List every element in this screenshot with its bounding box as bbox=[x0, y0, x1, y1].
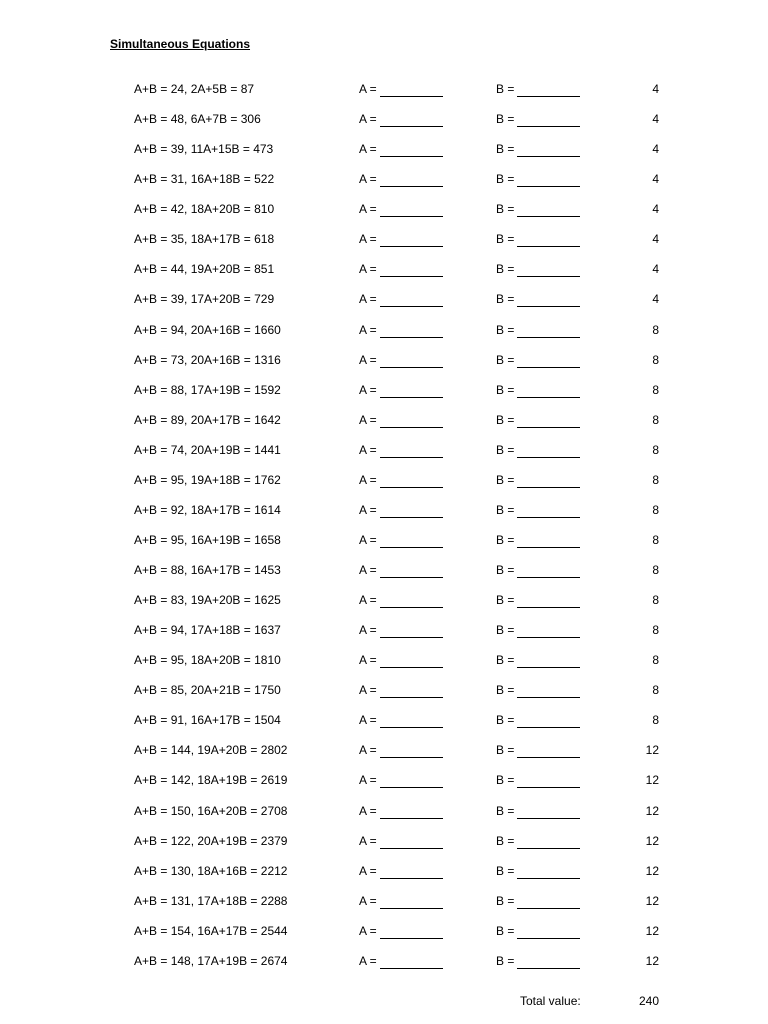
answer-a-label: A = bbox=[359, 623, 377, 638]
answer-b-label: B = bbox=[496, 142, 515, 157]
answer-a-label: A = bbox=[359, 292, 377, 307]
equation-text: A+B = 95, 16A+19B = 1658 bbox=[134, 532, 281, 547]
point-value: 4 bbox=[652, 232, 659, 247]
equation-row bbox=[0, 472, 768, 502]
equation-row bbox=[0, 652, 768, 682]
answer-a-blank[interactable] bbox=[380, 126, 443, 127]
equation-row bbox=[0, 201, 768, 231]
answer-b-blank[interactable] bbox=[517, 367, 580, 368]
equation-row bbox=[0, 412, 768, 442]
equation-text: A+B = 131, 17A+18B = 2288 bbox=[134, 893, 288, 908]
answer-b-blank[interactable] bbox=[517, 757, 580, 758]
equation-text: A+B = 88, 17A+19B = 1592 bbox=[134, 382, 281, 397]
answer-a-label: A = bbox=[359, 412, 377, 427]
answer-b-label: B = bbox=[496, 893, 515, 908]
point-value: 8 bbox=[652, 593, 659, 608]
answer-a-blank[interactable] bbox=[380, 276, 443, 277]
answer-b-label: B = bbox=[496, 442, 515, 457]
equation-text: A+B = 85, 20A+21B = 1750 bbox=[134, 683, 281, 698]
equation-text: A+B = 142, 18A+19B = 2619 bbox=[134, 773, 288, 788]
answer-b-blank[interactable] bbox=[517, 246, 580, 247]
answer-a-blank[interactable] bbox=[380, 787, 443, 788]
answer-b-blank[interactable] bbox=[517, 457, 580, 458]
answer-a-blank[interactable] bbox=[380, 697, 443, 698]
equation-row bbox=[0, 923, 768, 953]
answer-b-blank[interactable] bbox=[517, 276, 580, 277]
answer-b-blank[interactable] bbox=[517, 397, 580, 398]
equation-row bbox=[0, 322, 768, 352]
answer-a-label: A = bbox=[359, 352, 377, 367]
equation-row bbox=[0, 111, 768, 141]
answer-a-blank[interactable] bbox=[380, 607, 443, 608]
answer-a-label: A = bbox=[359, 713, 377, 728]
equation-text: A+B = 92, 18A+17B = 1614 bbox=[134, 502, 281, 517]
point-value: 12 bbox=[645, 833, 659, 848]
equation-row bbox=[0, 833, 768, 863]
answer-a-label: A = bbox=[359, 142, 377, 157]
answer-a-blank[interactable] bbox=[380, 517, 443, 518]
equation-row bbox=[0, 382, 768, 412]
answer-a-blank[interactable] bbox=[380, 156, 443, 157]
answer-a-label: A = bbox=[359, 683, 377, 698]
equation-text: A+B = 94, 20A+16B = 1660 bbox=[134, 322, 281, 337]
total-value: 240 bbox=[638, 994, 659, 1008]
point-value: 12 bbox=[645, 863, 659, 878]
point-value: 12 bbox=[645, 743, 659, 758]
answer-a-blank[interactable] bbox=[380, 246, 443, 247]
equation-list bbox=[0, 81, 768, 983]
equation-text: A+B = 95, 18A+20B = 1810 bbox=[134, 653, 281, 668]
equation-text: A+B = 91, 16A+17B = 1504 bbox=[134, 713, 281, 728]
answer-a-blank[interactable] bbox=[380, 186, 443, 187]
answer-a-label: A = bbox=[359, 472, 377, 487]
answer-a-blank[interactable] bbox=[380, 337, 443, 338]
answer-a-label: A = bbox=[359, 863, 377, 878]
answer-b-blank[interactable] bbox=[517, 306, 580, 307]
equation-text: A+B = 24, 2A+5B = 87 bbox=[134, 82, 255, 96]
equation-text: A+B = 73, 20A+16B = 1316 bbox=[134, 352, 281, 367]
answer-a-blank[interactable] bbox=[380, 757, 443, 758]
answer-b-label: B = bbox=[496, 472, 515, 487]
point-value: 8 bbox=[652, 472, 659, 487]
answer-a-blank[interactable] bbox=[380, 727, 443, 728]
point-value: 8 bbox=[652, 532, 659, 547]
equation-row bbox=[0, 532, 768, 562]
point-value: 12 bbox=[645, 923, 659, 938]
answer-b-label: B = bbox=[496, 232, 515, 247]
equation-row bbox=[0, 81, 768, 111]
answer-a-label: A = bbox=[359, 893, 377, 908]
answer-a-blank[interactable] bbox=[380, 848, 443, 849]
answer-b-blank[interactable] bbox=[517, 878, 580, 879]
equation-text: A+B = 130, 18A+16B = 2212 bbox=[134, 863, 288, 878]
answer-b-blank[interactable] bbox=[517, 126, 580, 127]
answer-b-label: B = bbox=[496, 112, 515, 127]
answer-a-label: A = bbox=[359, 82, 377, 96]
answer-a-label: A = bbox=[359, 442, 377, 457]
equation-row bbox=[0, 502, 768, 532]
point-value: 8 bbox=[652, 713, 659, 728]
equation-row bbox=[0, 803, 768, 833]
answer-b-label: B = bbox=[496, 773, 515, 788]
answer-b-blank[interactable] bbox=[517, 968, 580, 969]
answer-a-blank[interactable] bbox=[380, 878, 443, 879]
answer-b-label: B = bbox=[496, 563, 515, 577]
answer-b-label: B = bbox=[496, 863, 515, 878]
answer-b-label: B = bbox=[496, 923, 515, 938]
equation-text: A+B = 44, 19A+20B = 851 bbox=[134, 262, 275, 277]
point-value: 12 bbox=[645, 953, 659, 968]
answer-b-label: B = bbox=[496, 683, 515, 698]
point-value: 4 bbox=[652, 112, 659, 127]
answer-a-blank[interactable] bbox=[380, 547, 443, 548]
answer-b-blank[interactable] bbox=[517, 337, 580, 338]
equation-text: A+B = 48, 6A+7B = 306 bbox=[134, 112, 261, 127]
answer-b-label: B = bbox=[496, 743, 515, 758]
answer-b-blank[interactable] bbox=[517, 427, 580, 428]
answer-a-blank[interactable] bbox=[380, 367, 443, 368]
answer-a-label: A = bbox=[359, 112, 377, 127]
answer-a-label: A = bbox=[359, 202, 377, 217]
answer-b-blank[interactable] bbox=[517, 156, 580, 157]
point-value: 12 bbox=[645, 773, 659, 788]
answer-b-label: B = bbox=[496, 292, 515, 307]
answer-a-label: A = bbox=[359, 172, 377, 187]
answer-a-blank[interactable] bbox=[380, 96, 443, 97]
point-value: 8 bbox=[652, 352, 659, 367]
equation-text: A+B = 35, 18A+17B = 618 bbox=[134, 232, 275, 247]
answer-b-label: B = bbox=[496, 82, 515, 96]
answer-b-label: B = bbox=[496, 623, 515, 638]
equation-row bbox=[0, 141, 768, 171]
answer-b-blank[interactable] bbox=[517, 607, 580, 608]
answer-a-label: A = bbox=[359, 743, 377, 758]
answer-b-label: B = bbox=[496, 653, 515, 668]
point-value: 12 bbox=[645, 893, 659, 908]
answer-b-label: B = bbox=[496, 172, 515, 187]
point-value: 4 bbox=[652, 292, 659, 307]
equation-row bbox=[0, 953, 768, 983]
answer-a-label: A = bbox=[359, 773, 377, 788]
answer-a-blank[interactable] bbox=[380, 397, 443, 398]
answer-b-label: B = bbox=[496, 953, 515, 968]
point-value: 8 bbox=[652, 322, 659, 337]
answer-a-label: A = bbox=[359, 653, 377, 668]
answer-b-blank[interactable] bbox=[517, 547, 580, 548]
equation-text: A+B = 83, 19A+20B = 1625 bbox=[134, 593, 281, 608]
answer-b-blank[interactable] bbox=[517, 667, 580, 668]
answer-b-label: B = bbox=[496, 412, 515, 427]
answer-b-label: B = bbox=[496, 532, 515, 547]
equation-row bbox=[0, 562, 768, 592]
point-value: 4 bbox=[652, 142, 659, 157]
answer-a-label: A = bbox=[359, 232, 377, 247]
answer-b-label: B = bbox=[496, 713, 515, 728]
answer-b-label: B = bbox=[496, 803, 515, 818]
answer-b-blank[interactable] bbox=[517, 727, 580, 728]
answer-a-blank[interactable] bbox=[380, 216, 443, 217]
answer-b-blank[interactable] bbox=[517, 577, 580, 578]
answer-a-blank[interactable] bbox=[380, 306, 443, 307]
answer-b-blank[interactable] bbox=[517, 908, 580, 909]
answer-a-blank[interactable] bbox=[380, 908, 443, 909]
total-label: Total value: bbox=[520, 994, 581, 1008]
equation-text: A+B = 89, 20A+17B = 1642 bbox=[134, 412, 281, 427]
equation-row bbox=[0, 592, 768, 622]
answer-b-blank[interactable] bbox=[517, 216, 580, 217]
answer-a-blank[interactable] bbox=[380, 818, 443, 819]
point-value: 8 bbox=[652, 623, 659, 638]
answer-b-blank[interactable] bbox=[517, 848, 580, 849]
equation-row bbox=[0, 863, 768, 893]
answer-a-label: A = bbox=[359, 502, 377, 517]
answer-b-label: B = bbox=[496, 593, 515, 608]
equation-text: A+B = 42, 18A+20B = 810 bbox=[134, 202, 275, 217]
equation-row bbox=[0, 442, 768, 472]
equation-text: A+B = 39, 17A+20B = 729 bbox=[134, 292, 275, 307]
point-value: 8 bbox=[652, 502, 659, 517]
answer-b-blank[interactable] bbox=[517, 487, 580, 488]
equation-text: A+B = 88, 16A+17B = 1453 bbox=[134, 563, 281, 577]
page-title: Simultaneous Equations bbox=[110, 37, 251, 51]
point-value: 8 bbox=[652, 412, 659, 427]
answer-a-label: A = bbox=[359, 532, 377, 547]
answer-a-label: A = bbox=[359, 262, 377, 277]
equation-text: A+B = 148, 17A+19B = 2674 bbox=[134, 953, 288, 968]
answer-b-blank[interactable] bbox=[517, 818, 580, 819]
equation-row bbox=[0, 712, 768, 742]
answer-a-blank[interactable] bbox=[380, 637, 443, 638]
equation-row bbox=[0, 622, 768, 652]
equation-text: A+B = 39, 11A+15B = 473 bbox=[134, 142, 274, 157]
answer-b-label: B = bbox=[496, 352, 515, 367]
equation-text: A+B = 154, 16A+17B = 2544 bbox=[134, 923, 288, 938]
point-value: 8 bbox=[652, 683, 659, 698]
answer-b-blank[interactable] bbox=[517, 787, 580, 788]
point-value: 12 bbox=[645, 803, 659, 818]
equation-text: A+B = 150, 16A+20B = 2708 bbox=[134, 803, 288, 818]
answer-a-label: A = bbox=[359, 923, 377, 938]
answer-b-label: B = bbox=[496, 382, 515, 397]
point-value: 8 bbox=[652, 382, 659, 397]
equation-text: A+B = 31, 16A+18B = 522 bbox=[134, 172, 275, 187]
equation-text: A+B = 144, 19A+20B = 2802 bbox=[134, 743, 288, 758]
answer-a-blank[interactable] bbox=[380, 427, 443, 428]
answer-b-label: B = bbox=[496, 202, 515, 217]
equation-row bbox=[0, 171, 768, 201]
equation-text: A+B = 94, 17A+18B = 1637 bbox=[134, 623, 281, 638]
answer-b-label: B = bbox=[496, 502, 515, 517]
equation-text: A+B = 122, 20A+19B = 2379 bbox=[134, 833, 288, 848]
answer-a-blank[interactable] bbox=[380, 667, 443, 668]
answer-a-label: A = bbox=[359, 593, 377, 608]
answer-a-blank[interactable] bbox=[380, 938, 443, 939]
point-value: 4 bbox=[652, 172, 659, 187]
answer-b-blank[interactable] bbox=[517, 96, 580, 97]
equation-row bbox=[0, 231, 768, 261]
equation-row bbox=[0, 261, 768, 291]
equation-row bbox=[0, 742, 768, 772]
answer-b-blank[interactable] bbox=[517, 697, 580, 698]
answer-b-blank[interactable] bbox=[517, 938, 580, 939]
answer-a-blank[interactable] bbox=[380, 968, 443, 969]
answer-b-blank[interactable] bbox=[517, 517, 580, 518]
answer-a-label: A = bbox=[359, 953, 377, 968]
answer-a-label: A = bbox=[359, 833, 377, 848]
point-value: 8 bbox=[652, 442, 659, 457]
point-value: 4 bbox=[652, 262, 659, 277]
point-value: 4 bbox=[652, 82, 659, 96]
equation-row bbox=[0, 682, 768, 712]
answer-a-label: A = bbox=[359, 382, 377, 397]
answer-b-label: B = bbox=[496, 322, 515, 337]
answer-a-blank[interactable] bbox=[380, 487, 443, 488]
equation-row bbox=[0, 291, 768, 321]
point-value: 8 bbox=[652, 563, 659, 577]
equation-row bbox=[0, 772, 768, 802]
equation-row bbox=[0, 893, 768, 923]
answer-a-blank[interactable] bbox=[380, 457, 443, 458]
answer-a-blank[interactable] bbox=[380, 577, 443, 578]
equation-row bbox=[0, 352, 768, 382]
answer-b-label: B = bbox=[496, 262, 515, 277]
answer-a-label: A = bbox=[359, 322, 377, 337]
equation-text: A+B = 74, 20A+19B = 1441 bbox=[134, 442, 281, 457]
point-value: 8 bbox=[652, 653, 659, 668]
answer-a-label: A = bbox=[359, 563, 377, 577]
answer-b-blank[interactable] bbox=[517, 637, 580, 638]
equation-text: A+B = 95, 19A+18B = 1762 bbox=[134, 472, 281, 487]
answer-b-blank[interactable] bbox=[517, 186, 580, 187]
point-value: 4 bbox=[652, 202, 659, 217]
answer-b-label: B = bbox=[496, 833, 515, 848]
answer-a-label: A = bbox=[359, 803, 377, 818]
